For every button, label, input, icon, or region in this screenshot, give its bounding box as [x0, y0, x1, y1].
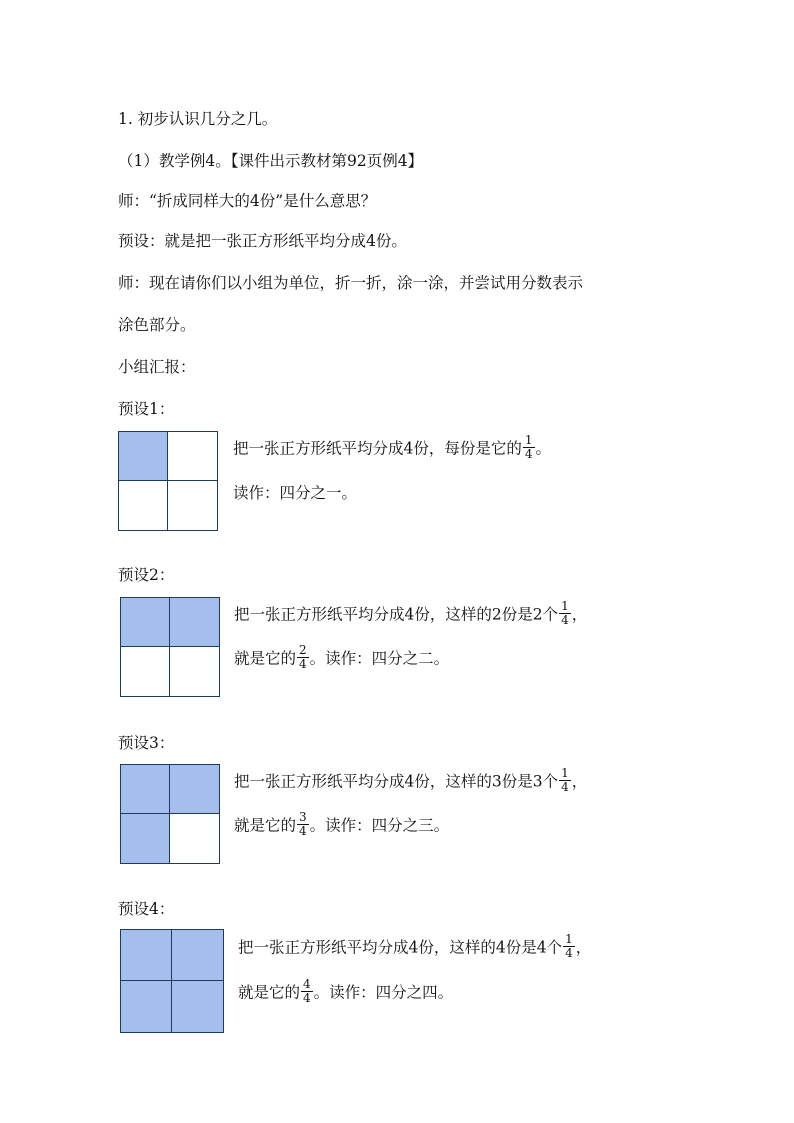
fraction-numerator: 1 — [524, 433, 533, 447]
fraction — [559, 767, 571, 794]
fraction-denominator: 4 — [561, 780, 569, 794]
fraction-denominator: 4 — [524, 447, 533, 461]
square-cell — [121, 647, 170, 696]
square-cell — [121, 981, 172, 1032]
fraction-denominator: 4 — [561, 613, 569, 627]
fraction — [301, 978, 313, 1005]
fraction-numerator: 3 — [299, 810, 307, 824]
reading-text: 。读作：四分之三。 — [309, 816, 450, 835]
reading-text: 。读作：四分之四。 — [313, 983, 454, 1002]
reading-text: 。读作：四分之二。 — [309, 649, 450, 668]
square-cell — [172, 930, 223, 981]
line-group-report: 小组汇报： — [118, 358, 196, 376]
fraction — [297, 811, 309, 838]
description-text: 把一张正方形纸平均分成4份，这样的4份是4个 — [238, 938, 563, 957]
line-instruction-cont: 涂色部分。 — [118, 316, 196, 334]
fraction — [559, 600, 571, 627]
punctuation: ， — [575, 938, 592, 957]
fraction-numerator: 2 — [299, 643, 307, 657]
reading-text: 就是它的 — [234, 816, 297, 835]
preset-description — [238, 932, 592, 962]
square-cell — [172, 981, 223, 1032]
square-cell — [121, 598, 170, 647]
preset-reading — [234, 643, 450, 673]
fraction — [563, 933, 575, 960]
reading-text: 就是它的 — [234, 649, 297, 668]
fraction-numerator: 1 — [561, 766, 569, 780]
punctuation: ， — [571, 605, 588, 624]
preset-label: 预设1： — [118, 400, 175, 418]
preset-reading — [233, 482, 357, 504]
preset-label: 预设2： — [118, 566, 175, 584]
preset-description — [234, 599, 588, 629]
square-cell — [168, 432, 217, 481]
heading: 1. 初步认识几分之几。 — [118, 110, 278, 128]
fraction — [523, 434, 535, 461]
reading-text: 就是它的 — [238, 983, 301, 1002]
square-cell — [170, 765, 219, 814]
punctuation: ， — [571, 772, 588, 791]
preset-label: 预设4： — [118, 900, 175, 918]
line-example: （1）教学例4。【课件出示教材第92页例4】 — [118, 152, 424, 170]
description-text: 把一张正方形纸平均分成4份，这样的3份是3个 — [234, 772, 559, 791]
line-teacher-instruction: 师：现在请你们以小组为单位，折一折，涂一涂，并尝试用分数表示 — [118, 274, 584, 292]
reading-text: 读作：四分之一。 — [233, 484, 358, 502]
fraction-denominator: 4 — [299, 824, 307, 838]
description-text: 把一张正方形纸平均分成4份，这样的2份是2个 — [234, 605, 559, 624]
fraction-square — [120, 929, 224, 1033]
fraction-denominator: 4 — [303, 991, 311, 1005]
line-teacher-question: 师：“折成同样大的4份”是什么意思？ — [118, 192, 377, 210]
preset-reading — [234, 810, 450, 840]
fraction — [297, 644, 309, 671]
fraction-numerator: 1 — [561, 599, 569, 613]
square-cell — [170, 647, 219, 696]
description-text: 把一张正方形纸平均分成4份，每份是它的 — [233, 439, 522, 458]
fraction-denominator: 4 — [565, 946, 573, 960]
square-cell — [119, 432, 168, 481]
square-cell — [119, 481, 168, 530]
square-cell — [170, 598, 219, 647]
fraction-numerator: 1 — [565, 932, 573, 946]
preset-description — [234, 766, 588, 796]
square-cell — [168, 481, 217, 530]
preset-label: 预设3： — [118, 734, 175, 752]
square-cell — [121, 814, 170, 863]
fraction-square — [118, 431, 218, 531]
square-cell — [170, 814, 219, 863]
preset-reading — [238, 977, 454, 1007]
fraction-square — [120, 764, 220, 864]
square-cell — [121, 765, 170, 814]
fraction-numerator: 4 — [303, 977, 311, 991]
preset-description — [233, 433, 552, 463]
fraction-denominator: 4 — [299, 657, 307, 671]
fraction-square — [120, 597, 220, 697]
punctuation: 。 — [535, 439, 552, 458]
square-cell — [121, 930, 172, 981]
line-preset-answer: 预设：就是把一张正方形纸平均分成4份。 — [118, 232, 407, 250]
